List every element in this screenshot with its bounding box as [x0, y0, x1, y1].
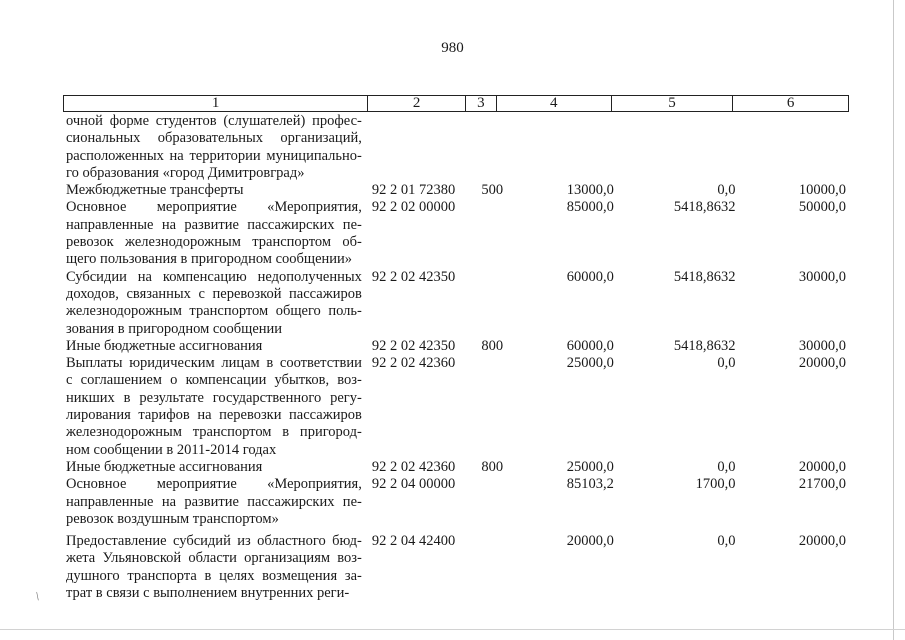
row-value-col4: 25000,0	[566, 458, 614, 475]
row-value-col5: 0,0	[717, 458, 736, 475]
header-col-3: 3	[466, 96, 497, 111]
row-value-col4: 60000,0	[566, 337, 614, 354]
table-row	[66, 269, 846, 338]
row-value-col6: 10000,0	[798, 182, 846, 199]
row-name	[66, 199, 362, 268]
table-row	[66, 459, 846, 476]
row-value-col5: 5418,8632	[673, 337, 736, 354]
table-row	[66, 182, 846, 199]
row-value-col4: 13000,0	[566, 182, 614, 199]
row-code: 92 2 01 72380	[371, 182, 456, 199]
table-row	[66, 476, 846, 528]
row-name-line: направленные на развитие пассажирских пе-	[66, 493, 362, 510]
row-name-line: Межбюджетные трансферты	[66, 182, 244, 199]
row-code: 92 2 02 42360	[371, 355, 456, 372]
row-value-col6: 21700,0	[798, 476, 846, 493]
page-edge-bottom	[0, 629, 905, 630]
row-name-line: доходов, связанных с перевозкой пассажиров	[66, 285, 362, 302]
budget-table-body	[66, 113, 846, 602]
row-value-col5: 5418,8632	[673, 268, 736, 285]
row-name	[66, 476, 362, 528]
row-value-col4: 25000,0	[566, 355, 614, 372]
row-name-line: очной форме студентов (слушателей) профес-	[66, 113, 362, 129]
row-name-line: жета Ульяновской области организациям воз-	[66, 550, 362, 567]
table-row	[66, 199, 846, 268]
row-code: 92 2 04 00000	[371, 476, 456, 493]
row-name-line: Субсидии на компенсацию недополученных	[66, 268, 362, 285]
row-name-line: ном сообщении в 2011-2014 годах	[66, 441, 277, 458]
row-name-line: сиональных образовательных организаций,	[66, 130, 362, 147]
row-name-line: железнодорожным транспортом общего поль-	[66, 303, 362, 320]
header-col-4: 4	[497, 96, 612, 111]
row-code: 92 2 04 42400	[371, 533, 456, 550]
row-value-col4: 60000,0	[566, 268, 614, 285]
row-name	[66, 182, 362, 199]
row-name-line: Предоставление субсидий из областного бюд-	[66, 533, 362, 550]
table-row	[66, 355, 846, 459]
row-name-line: ревозок железнодорожным транспортом об-	[66, 234, 362, 251]
row-value-col5: 1700,0	[695, 476, 736, 493]
row-name-line: железнодорожным транспортом в пригород-	[66, 424, 362, 441]
row-name	[66, 459, 362, 476]
row-name-line: направленные на развитие пассажирских пе-	[66, 216, 362, 233]
row-code: 92 2 02 42350	[371, 337, 456, 354]
row-name-line: го образования «город Димитровград»	[66, 164, 305, 181]
page-edge-right	[893, 0, 894, 640]
row-value-col4: 20000,0	[566, 533, 614, 550]
row-name-line: с соглашением о компенсации убытков, воз-	[66, 372, 362, 389]
row-value-col6: 20000,0	[798, 533, 846, 550]
row-value-col5: 5418,8632	[673, 199, 736, 216]
header-col-5: 5	[612, 96, 734, 111]
row-expense-type: 500	[481, 182, 504, 199]
row-name-line: Основное мероприятие «Мероприятия,	[66, 476, 362, 493]
row-name-line: расположенных на территории муниципально-	[66, 147, 362, 164]
row-value-col4: 85000,0	[566, 199, 614, 216]
scan-mark: /	[32, 589, 43, 603]
row-name	[66, 338, 362, 355]
row-value-col6: 50000,0	[798, 199, 846, 216]
row-code: 92 2 02 00000	[371, 199, 456, 216]
row-value-col6: 20000,0	[798, 355, 846, 372]
row-expense-type: 800	[481, 337, 504, 354]
row-name-line: лирования тарифов на перевозки пассажиров	[66, 407, 362, 424]
row-name-line: ревозок воздушным транспортом»	[66, 510, 279, 527]
row-name	[66, 113, 362, 182]
row-value-col4: 85103,2	[566, 476, 614, 493]
page-number: 980	[441, 40, 464, 56]
row-value-col6: 30000,0	[798, 337, 846, 354]
row-name-line: Основное мероприятие «Мероприятия,	[66, 199, 362, 216]
header-col-2: 2	[368, 96, 466, 111]
row-name-line: зования в пригородном сообщении	[66, 320, 283, 337]
table-row	[66, 533, 846, 602]
row-name	[66, 355, 362, 459]
row-code: 92 2 02 42360	[371, 458, 456, 475]
row-value-col5: 0,0	[717, 182, 736, 199]
header-col-6: 6	[786, 95, 795, 111]
row-name-line: Выплаты юридическим лицам в соответствии	[66, 355, 362, 372]
row-value-col5: 0,0	[717, 533, 736, 550]
row-name	[66, 269, 362, 338]
table-row	[66, 338, 846, 355]
row-name-line: щего пользования в пригородном сообщении»	[66, 251, 353, 268]
table-header-row	[63, 95, 849, 112]
row-value-col6: 20000,0	[798, 458, 846, 475]
row-name-line: Иные бюджетные ассигнования	[66, 337, 263, 354]
row-name-line: никших в результате государственного регу-	[66, 389, 362, 406]
row-code: 92 2 02 42350	[371, 268, 456, 285]
row-name-line: душного транспорта в целях возмещения за-	[66, 567, 362, 584]
row-name-line: Иные бюджетные ассигнования	[66, 458, 263, 475]
row-expense-type: 800	[481, 458, 504, 475]
row-name	[66, 533, 362, 602]
row-value-col6: 30000,0	[798, 268, 846, 285]
table-row	[66, 113, 846, 182]
row-value-col5: 0,0	[717, 355, 736, 372]
header-col-1: 1	[64, 96, 368, 111]
row-name-line: трат в связи с выполнением внутренних реги-	[66, 585, 350, 602]
